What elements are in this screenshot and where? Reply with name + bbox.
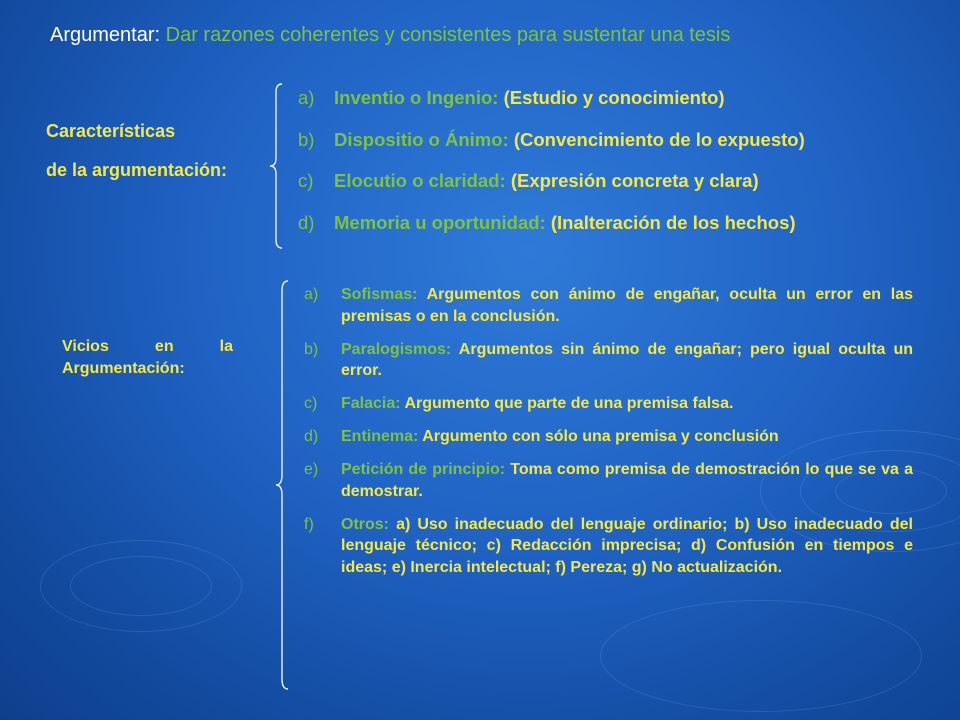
slide-title bbox=[50, 24, 730, 47]
ripple-decoration bbox=[70, 556, 212, 616]
item-description: (Convencimiento de lo expuesto) bbox=[513, 128, 805, 150]
item-marker: a) bbox=[298, 87, 315, 108]
item-marker: b) bbox=[298, 128, 315, 150]
caracteristicas-label bbox=[46, 112, 227, 190]
item-description: a) Uso inadecuado del lenguaje ordinario; b) Uso inadecuado del lenguaje técnico; c) Redacción imprecisa; d) Confusión en tiempos e ideas; e) Inercia intelectual; f) Pereza; g) No actualización. bbox=[341, 515, 913, 576]
item-name: Paralogismos: bbox=[341, 340, 452, 358]
item-marker: f) bbox=[304, 515, 314, 533]
item-name: Otros: bbox=[341, 515, 389, 533]
item-name: Sofismas: bbox=[341, 286, 418, 303]
item-marker: e) bbox=[304, 461, 319, 478]
item-marker: c) bbox=[298, 170, 314, 191]
list-item bbox=[304, 426, 913, 448]
list-item bbox=[304, 339, 913, 382]
list-item bbox=[298, 164, 805, 206]
list-item bbox=[298, 206, 805, 248]
item-name: Petición de principio: bbox=[341, 461, 506, 478]
item-description: Argumento que parte de una premisa falsa. bbox=[404, 395, 734, 412]
item-description: Argumentos con ánimo de engañar, oculta un error en las premisas o en la conclusión. bbox=[341, 286, 914, 325]
item-description: (Inalteración de los hechos) bbox=[550, 211, 796, 233]
list-item bbox=[304, 459, 913, 502]
item-description: (Expresión concreta y clara) bbox=[510, 170, 759, 191]
item-marker: a) bbox=[304, 286, 319, 303]
item-marker: d) bbox=[298, 211, 315, 233]
item-description: Argumentos sin ánimo de engañar; pero igual oculta un error. bbox=[341, 340, 913, 379]
item-name: Entinema: bbox=[341, 428, 419, 445]
item-marker: b) bbox=[304, 340, 319, 358]
caracteristicas-list bbox=[298, 81, 805, 247]
left-brace-icon bbox=[274, 279, 290, 691]
list-item bbox=[304, 514, 913, 579]
vicios-label bbox=[62, 336, 233, 380]
item-name: Elocutio o claridad: bbox=[334, 170, 506, 191]
ripple-decoration bbox=[600, 600, 922, 712]
item-name: Inventio o Ingenio: bbox=[334, 87, 499, 108]
item-description: Argumento con sólo una premisa y conclusión bbox=[422, 428, 779, 445]
title-term: Argumentar: bbox=[50, 24, 161, 46]
item-marker: d) bbox=[304, 428, 319, 445]
vicios-list bbox=[304, 284, 913, 590]
item-description: (Estudio y conocimiento) bbox=[503, 87, 725, 108]
list-item bbox=[304, 284, 913, 327]
item-marker: c) bbox=[304, 395, 318, 412]
item-description: Toma como premisa de demostración lo que se va a demostrar. bbox=[341, 461, 913, 500]
caracteristicas-label-line2: de la argumentación: bbox=[46, 160, 228, 180]
caracteristicas-label-line1: Características bbox=[46, 121, 176, 141]
item-name: Memoria u oportunidad: bbox=[334, 211, 546, 233]
item-name: Dispositio o Ánimo: bbox=[334, 128, 509, 150]
left-brace-icon bbox=[268, 82, 284, 250]
vicios-label-line1: Vicios en la bbox=[62, 338, 233, 355]
vicios-label-line2: Argumentación: bbox=[62, 360, 185, 377]
list-item bbox=[298, 81, 805, 123]
title-definition: Dar razones coherentes y consistentes para sustentar una tesis bbox=[165, 24, 731, 46]
item-name: Falacia: bbox=[341, 395, 401, 412]
list-item bbox=[304, 393, 913, 415]
list-item bbox=[298, 123, 805, 165]
